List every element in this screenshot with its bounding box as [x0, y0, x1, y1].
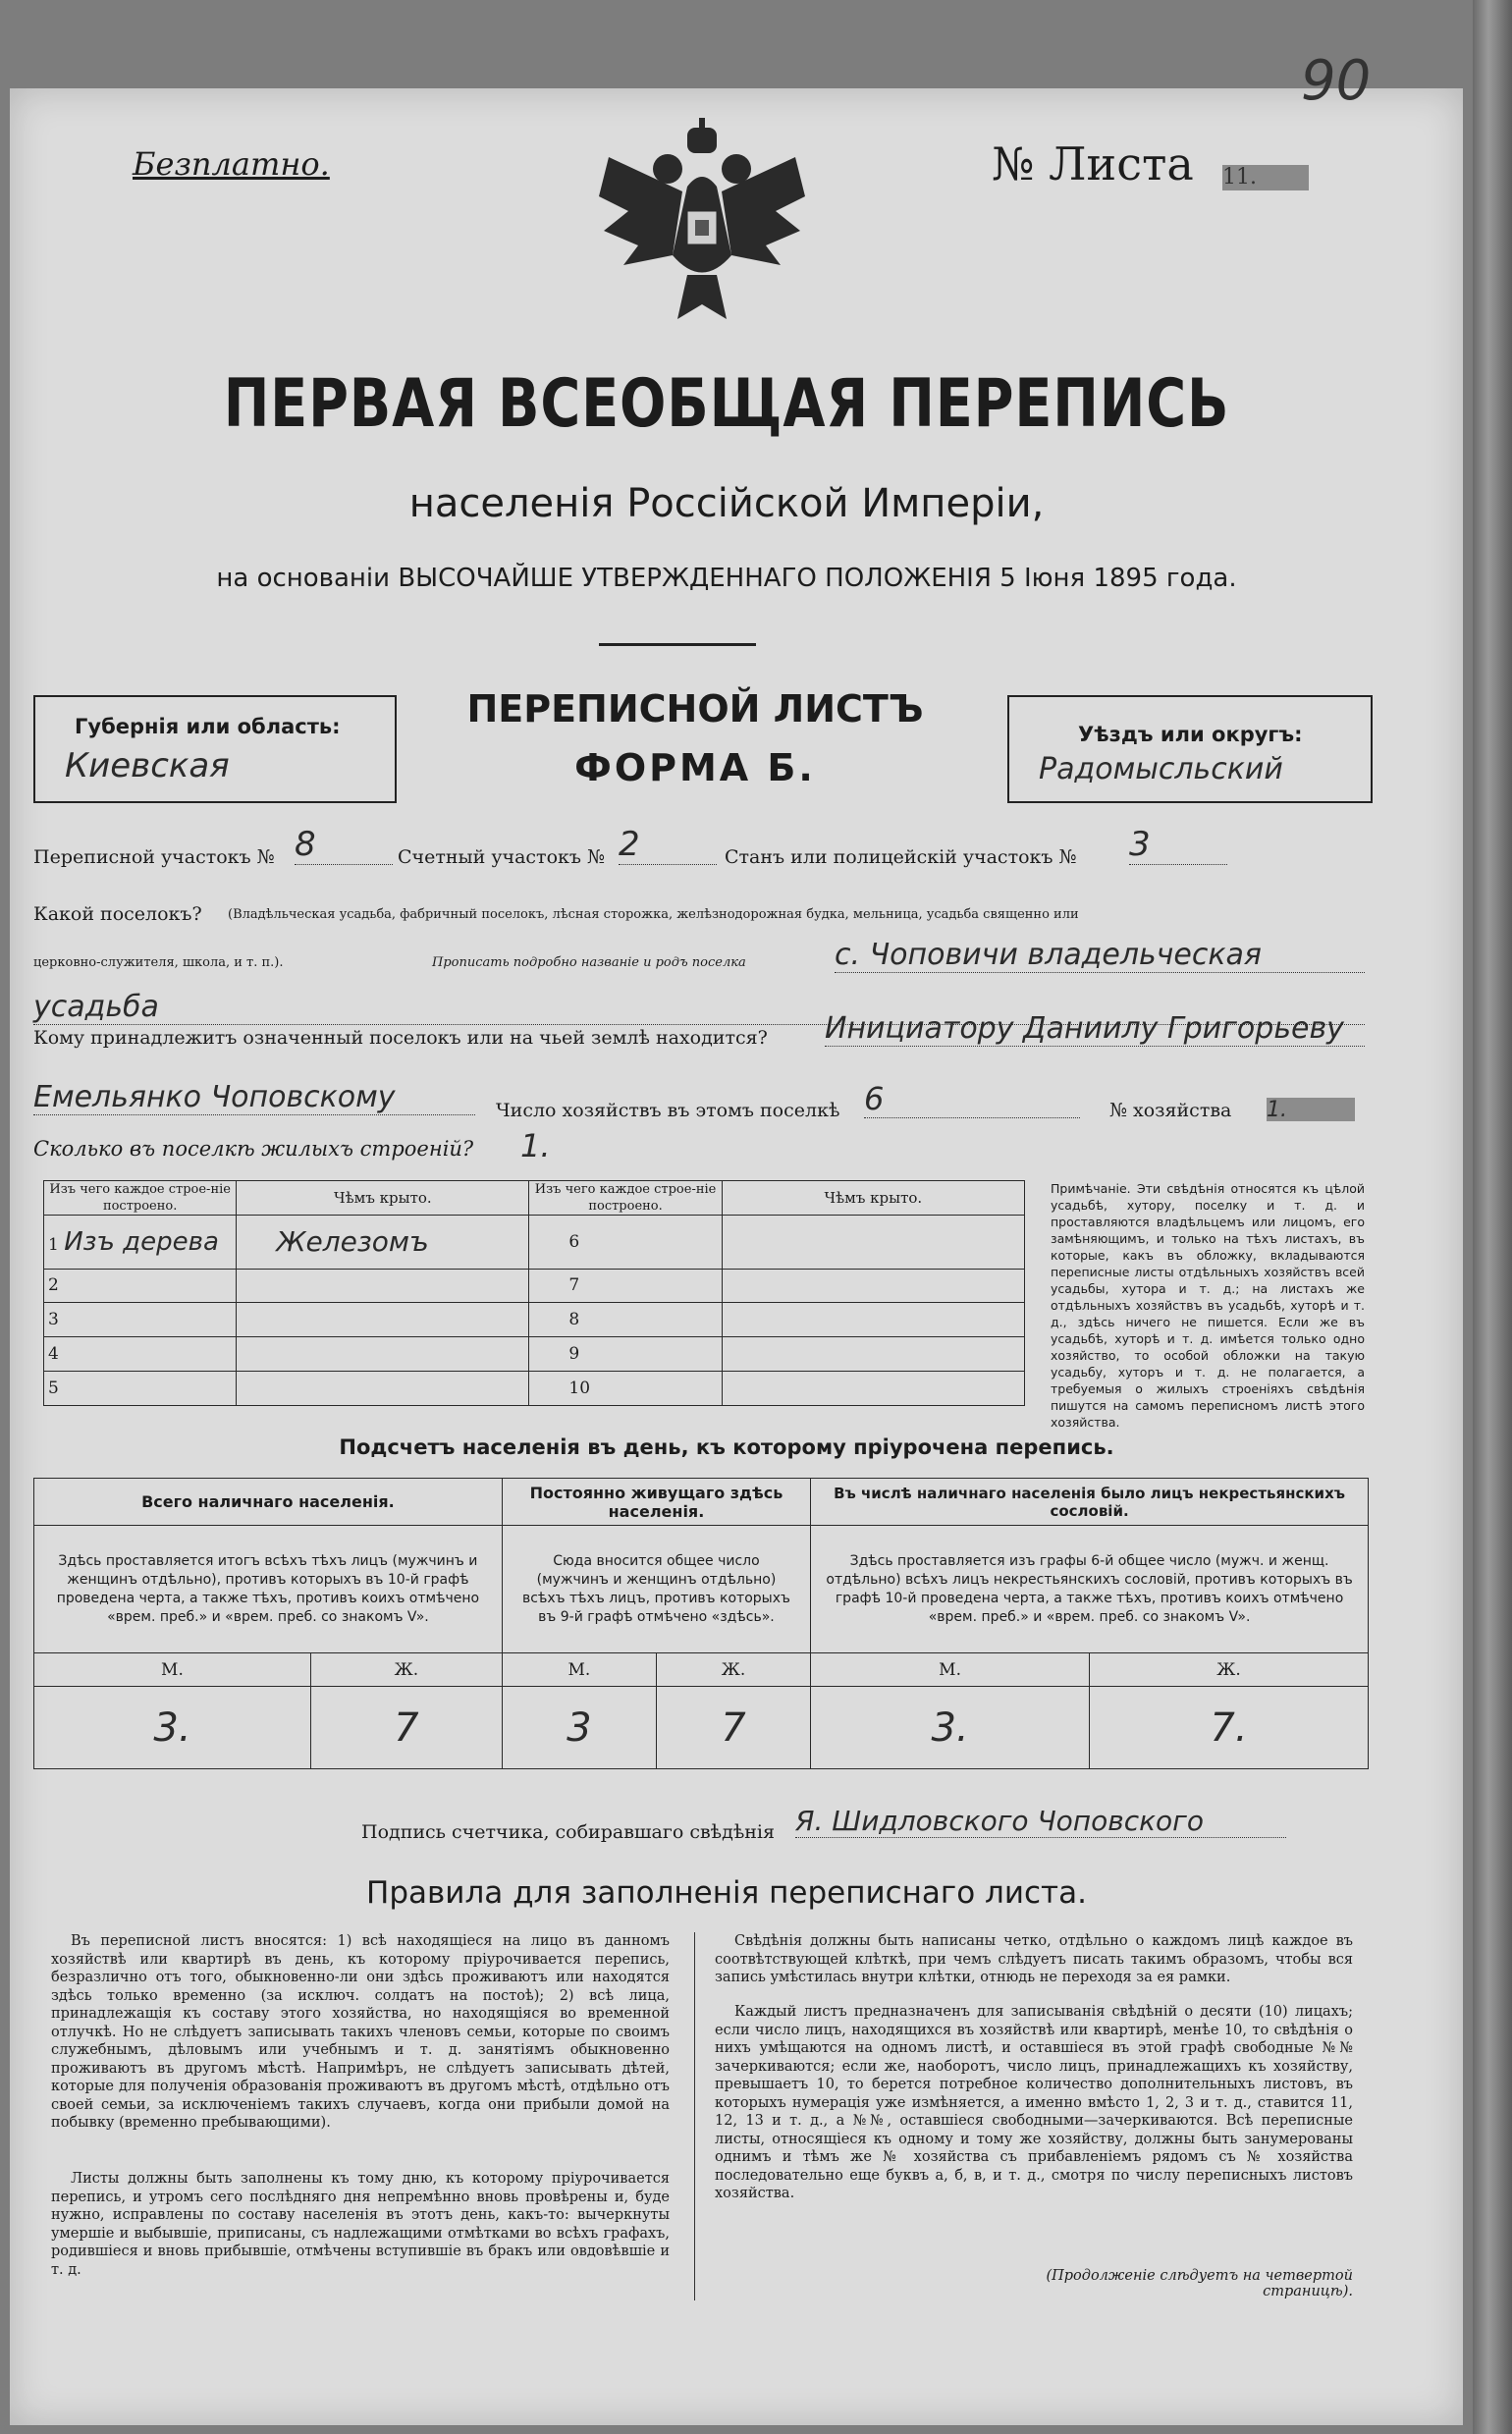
count-title: Подсчетъ населенія въ день, къ которому пріурочена перепись. — [339, 1435, 1114, 1459]
signature-value: Я. Шидловского Чоповского — [795, 1805, 1286, 1838]
row1-roof: Железомъ — [237, 1216, 529, 1270]
col-material-left: Изъ чего каждое строе-ніе построено. — [49, 1182, 231, 1214]
col-roof-left: Чѣмъ крыто. — [334, 1188, 432, 1207]
hoz-no-label: № хозяйства — [1109, 1100, 1232, 1121]
sheet-title: ПЕРЕПИСНОЙ ЛИСТЪ — [466, 687, 924, 730]
kakoy-hint2: церковно-служителя, школа, и т. п.). — [33, 955, 284, 970]
province-box — [33, 695, 397, 803]
form-name: ФОРМА Б. — [574, 746, 816, 789]
buildings-note: Примѣчаніе. Эти свѣдѣнія относятся къ цѣлой усадьбѣ, хутору, поселку и т. д. и проставляются владѣльцемъ или лицомъ, его замѣняющимъ, и только на тѣхъ листахъ, въ которые, какъ въ обложку, вкладываются переписные листы отдѣльныхъ хозяйствъ всей усадьбы, хутора и т. д.; на листахъ же отдѣльныхъ хозяйствъ въ усадьбѣ, хуторѣ и т. д., здѣсь ничего не пишется. Если же въ усадьбѣ, хуторѣ и т. д. имѣется только одно хозяйство, то особой обложки на такую усадьбу, хуторъ и т. д. не полагается, а требуемыя о жилыхъ строеніяхъ свѣдѣнія пишутся на самомъ переписномъ листѣ этого хозяйства. — [1051, 1181, 1365, 1430]
komu-value2: Емельянко Чоповскому — [33, 1080, 475, 1115]
kakoy-hint: (Владѣльческая усадьба, фабричный поселокъ, лѣсная сторожка, желѣзнодорожная будка, мельница, усадьба священно или — [228, 907, 1079, 922]
table-row: 3 8 — [44, 1303, 1025, 1337]
signature-label: Подпись счетчика, собиравшаго свѣдѣнія — [361, 1821, 775, 1843]
count-col3-text: Здѣсь проставляется изъ графы 6-й общее число (мужч. и женщ. отдѣльно) всѣхъ лицъ некрестьянскихъ сословій, противъ которыхъ въ графѣ 10-й проведена черта, а также тѣхъ, противъ коихъ отмѣчено «врем. преб.» и «врем. преб. со знакомъ V». — [811, 1526, 1369, 1653]
page-edge — [1473, 0, 1512, 2434]
uezd-box — [1007, 695, 1373, 803]
rules-divider — [694, 1932, 695, 2300]
m-header: М. — [811, 1653, 1090, 1687]
count-col2-head: Постоянно живущаго здѣсь населенія. — [502, 1479, 810, 1526]
divider — [599, 643, 756, 646]
count-col1-text: Здѣсь проставляется итогъ всѣхъ тѣхъ лицъ (мужчинъ и женщинъ отдѣльно), противъ которыхъ въ 10-й графѣ проведена черта, а также тѣхъ, противъ коихъ отмѣчено «врем. преб.» и «врем. преб. со знакомъ V». — [34, 1526, 503, 1653]
corner-number: 90 — [1301, 49, 1372, 113]
count-value: 7 — [656, 1687, 810, 1769]
perepis-uchastok-value: 8 — [295, 825, 393, 865]
count-value: 3 — [502, 1687, 656, 1769]
count-col2-text: Сюда вносится общее число (мужчинъ и женщинъ отдѣльно) всѣхъ тѣхъ лицъ, противъ которыхъ въ 9-й графѣ отмѣчено «здѣсь». — [502, 1526, 810, 1653]
count-col3-head: Въ числѣ наличнаго населенія было лицъ некрестьянскихъ сословій. — [811, 1479, 1369, 1526]
schetny-value: 2 — [619, 825, 717, 865]
table-row: 1 Изъ дерева Железомъ 6 — [44, 1216, 1025, 1270]
table-row: 2 7 — [44, 1269, 1025, 1303]
rules-left-p2: Листы должны быть заполнены къ тому дню, къ которому пріурочивается перепись, и утромъ сего послѣдняго дня непремѣнно вновь провѣрены и, буде нужно, исправлены по составу населенія въ этотъ день, какъ-то: вычеркнуты умершіе и выбывшіе, приписаны, съ надлежащими отмѣтками во всѣхъ графахъ, родившіеся и вновь прибывшіе, отмѣчены вступившіе въ бракъ или овдовѣвшіе и т. д. — [51, 2171, 670, 2278]
chislo-value: 6 — [864, 1080, 1080, 1118]
rules-right-p2: Каждый листъ предназначенъ для записыванія свѣдѣній о десяти (10) лицахъ; если число лицъ, находящихся въ хозяйствѣ или квартирѣ, менѣе 10, то свѣдѣнія о нихъ умѣщаются на одномъ листѣ, и оставшіеся въ этой графѣ свободные №№ зачеркиваются; если же, наоборотъ, число лицъ, принадлежащихъ къ хозяйству, превышаетъ 10, то берется потребное количество дополнительныхъ листовъ, въ которыхъ нумерація уже измѣняется, а именно вмѣсто 1, 2, 3 и т. д., ставится 11, 12, 13 и т. д., а №№, оставшіеся свободными—зачеркиваются. Всѣ переписные листы, относящіеся къ одному и тому же хозяйству, должны быть занумерованы однимъ и тѣмъ же № хозяйства съ прибавленіемъ рядомъ съ № хозяйства последовательно еще буквъ а, б, в, и т. д., смотря по числу переписныхъ листовъ хозяйства. — [715, 2004, 1353, 2201]
kakoy-instr: Прописать подробно названіе и родъ поселка — [432, 955, 746, 970]
imperial-eagle-emblem — [589, 118, 815, 344]
count-value: 7 — [310, 1687, 502, 1769]
skolko-value: 1. — [520, 1127, 551, 1164]
count-col1-head: Всего наличнаго населенія. — [34, 1479, 503, 1526]
chislo-label: Число хозяйствъ въ этомъ поселкѣ — [496, 1100, 840, 1121]
uezd-value: Радомысльский — [1039, 752, 1283, 786]
province-value: Киевская — [65, 746, 230, 785]
census-subtitle: населенія Россійской Имперіи, — [408, 481, 1045, 526]
province-label: Губернія или область: — [75, 715, 341, 738]
komu-label: Кому принадлежитъ означенный поселокъ или на чьей землѣ находится? — [33, 1027, 768, 1049]
kakoy-value2: усадьба — [33, 990, 1365, 1025]
hoz-no-value: 1. — [1267, 1098, 1355, 1121]
census-basis: на основаніи ВЫСОЧАЙШЕ УТВЕРЖДЕННАГО ПОЛОЖЕНІЯ 5 Іюня 1895 года. — [216, 564, 1237, 593]
stan-label: Станъ или полицейскій участокъ № — [725, 846, 1077, 868]
schetny-label: Счетный участокъ № — [398, 846, 605, 868]
count-value: 3. — [34, 1687, 311, 1769]
table-row: 4 9 — [44, 1337, 1025, 1372]
perepis-uchastok-label: Переписной участокъ № — [33, 846, 275, 868]
sheet-no-value: 11. — [1222, 165, 1309, 190]
uezd-label: Уѣздъ или округъ: — [1078, 723, 1303, 746]
rules-title: Правила для заполненія переписнаго листа. — [366, 1875, 1087, 1911]
stan-value: 3 — [1129, 825, 1227, 865]
count-table — [33, 1478, 1369, 1769]
col-material-right: Изъ чего каждое строе-ніе построено. — [534, 1182, 717, 1214]
rules-right-p1: Свѣдѣнія должны быть написаны четко, отдѣльно о каждомъ лицѣ каждое въ соотвѣтствующей клѣткѣ, при чемъ слѣдуетъ писать такимъ образомъ, чтобы вся запись умѣстилась внутри клѣтки, отнюдь не переходя за ея рамки. — [715, 1933, 1353, 1985]
m-header: М. — [502, 1653, 656, 1687]
zh-header: Ж. — [656, 1653, 810, 1687]
row1-material: Изъ дерева — [64, 1226, 219, 1257]
count-value: 7. — [1090, 1687, 1369, 1769]
m-header: М. — [34, 1653, 311, 1687]
kakoy-label: Какой поселокъ? — [33, 903, 202, 925]
sheet-no-label: № Листа — [992, 137, 1194, 190]
buildings-table — [43, 1180, 1025, 1406]
count-value: 3. — [811, 1687, 1090, 1769]
table-row: 5 10 — [44, 1372, 1025, 1406]
komu-value: Инициатору Даниилу Григорьеву — [825, 1011, 1365, 1047]
col-roof-right: Чѣмъ крыто. — [824, 1188, 923, 1207]
kakoy-value: с. Чоповичи владельческая — [835, 938, 1365, 973]
zh-header: Ж. — [1090, 1653, 1369, 1687]
zh-header: Ж. — [310, 1653, 502, 1687]
free-label: Безплатно. — [133, 145, 330, 183]
rules-continuation: (Продолженіе слѣдуетъ на четвертой страницѣ). — [1046, 2268, 1353, 2299]
skolko-label: Сколько въ поселкѣ жилыхъ строеній? — [33, 1137, 474, 1161]
census-title: ПЕРВАЯ ВСЕОБЩАЯ ПЕРЕПИСЬ — [223, 365, 1230, 443]
rules-left-p1: Въ переписной листъ вносятся: 1) всѣ находящіеся на лицо въ данномъ хозяйствѣ или квартирѣ въ день, къ которому пріурочивается перепись, безразлично отъ того, обыкновенно-ли они здѣсь проживаютъ или находятся здѣсь только временно (за исключ. солдатъ на постоѣ); 2) всѣ лица, принадлежащія къ составу этого хозяйства, но находящіяся во временной отлучкѣ. Но не слѣдуетъ записывать такихъ членовъ семьи, которые по своимъ служебнымъ, дѣловымъ или учебнымъ и т. д. занятіямъ обыкновенно проживаютъ въ другомъ мѣстѣ. Напримѣръ, не слѣдуетъ записывать дѣтей, которые для полученія образованія проживаютъ въ другомъ мѣстѣ, отдѣльно отъ своей семьи, за исключеніемъ такихъ случаевъ, когда они прибыли домой на побывку (временно пребывающими). — [51, 1933, 670, 2131]
